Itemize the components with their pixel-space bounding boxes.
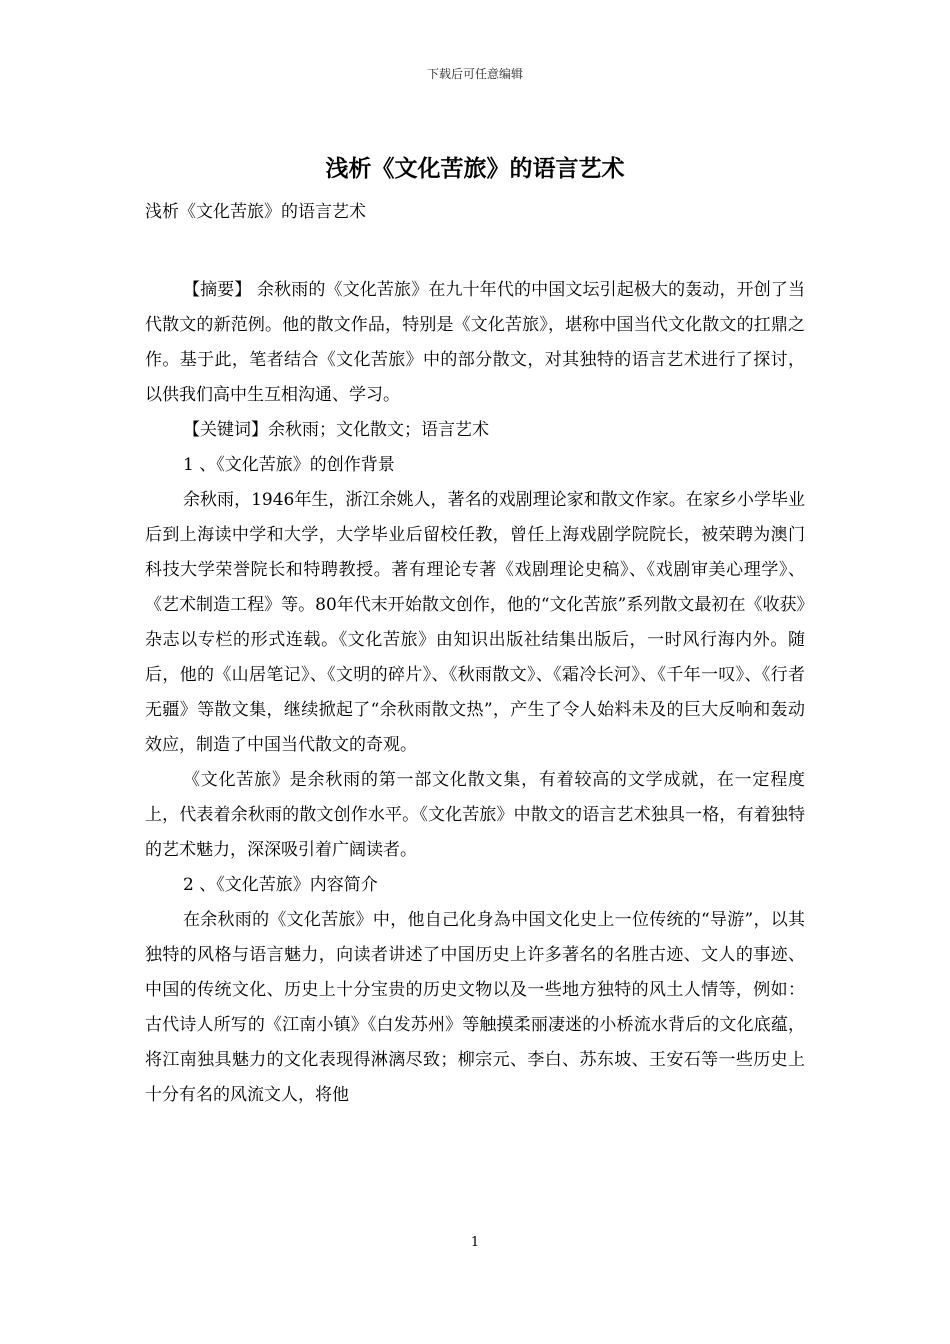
section-heading-1: 1 、《文化苦旅》的创作背景 [183, 455, 395, 475]
abstract-paragraph: 【摘要】 余秋雨的《文化苦旅》在九十年代的中国文坛引起极大的轰动，开创了当代散文的新范例。他的散文作品，特别是《文化苦旅》，堪称中国当代文化散文的扛鼎之作。基于此，笔者结合《文化苦旅》中的部分散文，对其独特的语言艺术进行了探讨，以供我们高中生互相沟通、学习。 [145, 280, 805, 405]
body-paragraph: 在余秋雨的《文化苦旅》中，他自己化身為中国文化史上一位传统的“导游”，以其独特的风格与语言魅力，向读者讲述了中国历史上许多著名的名胜古迹、文人的事迹、中国的传统文化、历史上十分宝贵的历史文物以及一些地方独特的风土人情等，例如：古代诗人所写的《江南小镇》《白发苏州》等触摸柔丽凄迷的小桥流水背后的文化底蕴，将江南独具魅力的文化表现得淋漓尽致；柳宗元、李白、苏东坡、王安石等一些历史上十分有名的风流文人，将他 [145, 910, 805, 1105]
section-heading-2: 2 、《文化苦旅》内容简介 [183, 875, 378, 895]
page-number: 1 [470, 1235, 480, 1250]
document-title: 浅析《文化苦旅》的语言艺术 [325, 155, 625, 182]
body-paragraph: 余秋雨，1946年生，浙江余姚人，著名的戏剧理论家和散文作家。在家乡小学毕业后到上海读中学和大学，大学毕业后留校任教，曾任上海戏剧学院院长，被荣聘为澳门科技大学荣誉院长和特聘教授。著有理论专著《戏剧理论史稿》、《戏剧审美心理学》、《艺术制造工程》等。80年代末开始散文创作，他的“文化苦旅”系列散文最初在《收获》杂志以专栏的形式连载。《文化苦旅》由知识出版社结集出版后，一时风行海内外。随后，他的《山居笔记》、《文明的碎片》、《秋雨散文》、《霜冷长河》、《千年一叹》、《行者无疆》等散文集，继续掀起了“余秋雨散文热”，产生了令人始料未及的巨大反响和轰动效应，制造了中国当代散文的奇观。 [145, 490, 805, 755]
document-subtitle: 浅析《文化苦旅》的语言艺术 [145, 202, 366, 222]
document-body [145, 273, 805, 1113]
body-paragraph: 《文化苦旅》是余秋雨的第一部文化散文集，有着较高的文学成就，在一定程度上，代表着余秋雨的散文创作水平。《文化苦旅》中散文的语言艺术独具一格，有着独特的艺术魅力，深深吸引着广阔读者。 [145, 770, 805, 860]
keywords-paragraph: 【关键词】余秋雨；文化散文；语言艺术 [183, 420, 489, 440]
page-header-note: 下载后可任意编辑 [426, 67, 523, 81]
